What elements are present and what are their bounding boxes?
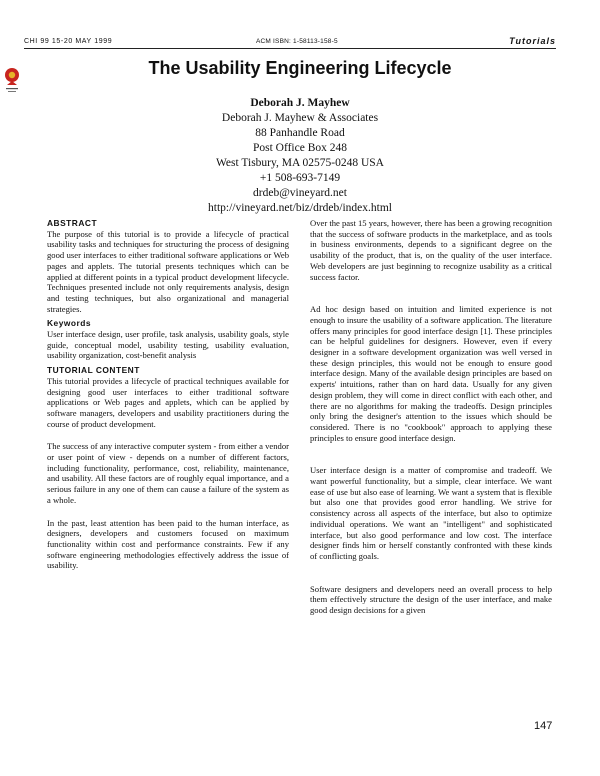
author-block — [0, 96, 600, 216]
body-paragraph: Software designers and developers need an overall process to help them effectively structure the design of the user interface, and make good design decisions for a given — [310, 583, 552, 616]
running-header — [24, 38, 556, 48]
page-number: 147 — [534, 720, 553, 732]
right-column — [310, 218, 552, 616]
body-paragraph: Over the past 15 years, however, there has been a growing recognition that the success of software products in the marketplace, and as tools in business environments, depends to a significant degree on the usability of the product, that is, on the quality of the user interface. Web developers are just beginning to recognize usability as a critical success factor. — [310, 218, 552, 282]
author-street: 88 Panhandle Road — [255, 127, 345, 139]
abstract-text: The purpose of this tutorial is to provide a lifecycle of practical usability tasks and techniques for structuring the process of designing good user interfaces to either traditional software applications or Web pages and applets. The tutorial presents techniques which can be applied at different points in a typical product development lifecycle. Techniques presented include not only requirements analysis, design and testing techniques, but also organizational and managerial strategies. — [47, 228, 289, 314]
author-phone: +1 508-693-7149 — [259, 172, 341, 184]
author-url[interactable]: http://vineyard.net/biz/drdeb/index.html — [208, 202, 392, 214]
tutorial-paragraph: This tutorial provides a lifecycle of practical techniques available for designing good user interfaces to either traditional software applications or Web pages and applets, which can be applied by software managers, developers and usability practitioners during the course of product development. — [47, 375, 289, 429]
header-rule — [24, 48, 556, 49]
author-affiliation: Deborah J. Mayhew & Associates — [221, 112, 379, 124]
author-email[interactable]: drdeb@vineyard.net — [253, 187, 347, 199]
keywords-heading: Keywords — [47, 318, 92, 329]
author-po-box: Post Office Box 248 — [252, 142, 348, 154]
abstract-heading: ABSTRACT — [47, 218, 98, 228]
keywords-text: User interface design, user profile, task analysis, usability goals, style guide, conceptual model, usability testing, usability evaluation, usability organization, cost-benefit analysis — [47, 329, 289, 361]
conference-label: CHI 99 15-20 MAY 1999 — [24, 38, 113, 45]
tutorial-paragraph: In the past, least attention has been paid to the human interface, as designers, developers and customers focused on maximum functionality within cost and performance constraints. Few if any software engineering methodologies effectively address the issue of usability. — [47, 517, 289, 571]
section-label: Tutorials — [509, 36, 556, 46]
body-paragraph: Ad hoc design based on intuition and limited experience is not enough to insure the usability of a software application. The literature offers many principles for good interface design [1]. These principles can be helpful guidelines for designers. However, even if every designer in a software development organization was well versed in these design principles, this would not be enough to ensure good interface design. Many of the available design principles are based on experts' intuitions, rather than on hard data. Usually for any given design problem, they will come in direct conflict with each other, and there are no algorithms for making the tradeoffs. Design principles only bring the designer's attention to the issues which should be considered. There is no "cookbook" approach to applying these principles to ensure good interface design. — [310, 304, 552, 443]
tutorial-paragraph: The success of any interactive computer system - from either a vendor or user point of view - depends on a number of different factors, including functionality, performance, cost, reliability, maintenance, and usability. All these factors are of roughly equal importance, and a serious failure in any one of them can cause a failure of the system as a whole. — [47, 441, 289, 505]
body-paragraph: User interface design is a matter of compromise and tradeoff. We want powerful functionality, but a simple, clear interface. We want ease of use but also ease of learning. We want a system that is flexible but also one that provides good error handling. We strive for consistency across all aspects of the interface, but also to optimize individual operations. We want an "intelligent" and sophisticated interface, but also good performance and low cost. The interface designer finds him or herself constantly confronted with these kinds of conflicting goals. — [310, 465, 552, 561]
left-column — [47, 218, 289, 571]
author-city: West Tisbury, MA 02575-0248 USA — [216, 157, 384, 169]
author-name: Deborah J. Mayhew — [250, 97, 350, 109]
tutorial-content-heading: TUTORIAL CONTENT — [47, 365, 140, 376]
paper-title: The Usability Engineering Lifecycle — [148, 58, 452, 78]
isbn-label: ACM ISBN: 1-58113-158-5 — [256, 38, 338, 45]
